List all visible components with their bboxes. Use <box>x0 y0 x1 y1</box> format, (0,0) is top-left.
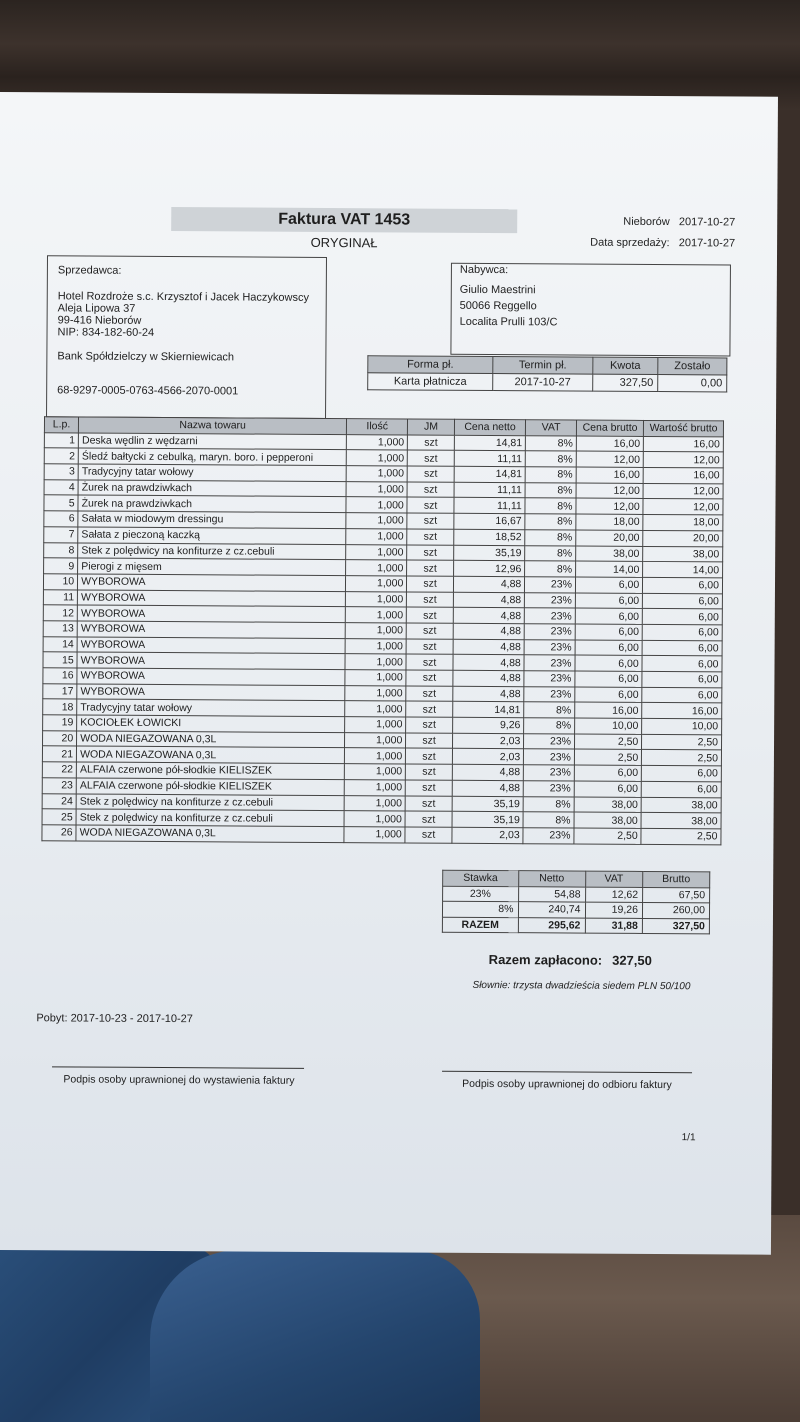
col-header-lp: L.p. <box>44 417 78 433</box>
item-gross-price: 12,00 <box>576 451 643 467</box>
summary-total-vat: 31,88 <box>585 918 643 934</box>
total-paid-label: Razem zapłacono: <box>488 952 603 968</box>
item-gross-price: 6,00 <box>575 593 642 609</box>
item-lp: 12 <box>43 605 77 621</box>
buyer-name: Giulio Maestrini <box>459 283 536 297</box>
item-unit: szt <box>407 466 454 482</box>
item-unit: szt <box>405 795 452 811</box>
item-gross-value: 6,00 <box>642 656 722 672</box>
item-vat: 23% <box>524 639 575 655</box>
payment-method: Karta płatnicza <box>368 373 493 391</box>
item-unit: szt <box>406 670 453 686</box>
payment-header: Termin pł. <box>493 357 593 375</box>
item-qty: 1,000 <box>345 732 406 748</box>
item-net-price: 2,03 <box>452 827 524 843</box>
sale-date-label: Data sprzedaży: <box>590 236 670 250</box>
item-name: WYBOROWA <box>77 637 345 654</box>
item-gross-price: 14,00 <box>576 561 643 577</box>
item-gross-price: 6,00 <box>575 655 642 671</box>
item-gross-price: 38,00 <box>574 797 641 813</box>
item-unit: szt <box>408 435 455 451</box>
item-qty: 1,000 <box>346 528 407 544</box>
item-unit: szt <box>407 529 454 545</box>
item-gross-price: 18,00 <box>576 514 643 530</box>
original-label: ORYGINAŁ <box>310 234 378 251</box>
item-vat: 8% <box>525 482 576 498</box>
item-vat: 8% <box>523 812 574 828</box>
item-gross-value: 20,00 <box>643 530 723 546</box>
item-qty: 1,000 <box>345 685 406 701</box>
item-gross-value: 6,00 <box>642 766 722 782</box>
item-gross-price: 6,00 <box>575 624 642 640</box>
item-name: Tradycyjny tatar wołowy <box>78 464 346 481</box>
item-qty: 1,000 <box>346 560 407 576</box>
item-vat: 8% <box>525 545 576 561</box>
item-name: WODA NIEGAZOWANA 0,3L <box>76 825 344 842</box>
amount-in-words: Słownie: trzysta dwadzieścia siedem PLN 50/100 <box>472 979 691 993</box>
item-name: ALFAIA czerwone pół-słodkie KIELISZEK <box>76 762 344 779</box>
item-name: Żurek na prawdziwkach <box>78 495 346 512</box>
item-gross-value: 18,00 <box>643 515 723 531</box>
item-lp: 13 <box>43 621 77 637</box>
item-net-price: 14,81 <box>454 435 526 451</box>
payment-header: Zostało <box>658 358 727 375</box>
item-qty: 1,000 <box>347 434 408 450</box>
item-lp: 10 <box>43 574 77 590</box>
payment-remaining: 0,00 <box>658 375 727 392</box>
item-gross-price: 6,00 <box>575 671 642 687</box>
item-net-price: 4,88 <box>453 576 525 592</box>
item-name: Stek z polędwicy na konfiturze z cz.cebuli <box>76 809 344 826</box>
item-unit: szt <box>406 717 453 733</box>
summary-vat: 12,62 <box>585 887 643 903</box>
item-vat: 23% <box>523 828 574 844</box>
items-body <box>42 432 723 844</box>
item-gross-price: 6,00 <box>574 781 641 797</box>
item-lp: 3 <box>44 464 78 480</box>
item-gross-price: 6,00 <box>575 687 642 703</box>
summary-rate: 23% <box>443 886 519 902</box>
item-qty: 1,000 <box>344 826 405 842</box>
item-lp: 21 <box>42 746 76 762</box>
item-vat: 8% <box>525 514 576 530</box>
col-header-vat: VAT <box>526 420 577 436</box>
item-gross-price: 6,00 <box>575 608 642 624</box>
item-qty: 1,000 <box>346 497 407 513</box>
item-unit: szt <box>406 780 453 796</box>
item-qty: 1,000 <box>345 748 406 764</box>
payment-header: Forma pł. <box>368 356 493 374</box>
item-lp: 19 <box>43 715 77 731</box>
issue-place: Nieborów <box>623 215 670 229</box>
item-qty: 1,000 <box>345 670 406 686</box>
item-gross-value: 2,50 <box>642 750 722 766</box>
page-number: 1/1 <box>681 1132 696 1144</box>
item-net-price: 11,11 <box>454 498 526 514</box>
buyer-box <box>450 263 731 357</box>
item-vat: 8% <box>526 435 577 451</box>
sale-date: 2017-10-27 <box>678 237 736 250</box>
item-lp: 15 <box>43 652 77 668</box>
item-unit: szt <box>406 654 453 670</box>
item-vat: 8% <box>525 530 576 546</box>
item-unit: szt <box>407 576 454 592</box>
seller-city: 99-416 Nieborów <box>57 314 142 327</box>
item-gross-price: 2,50 <box>574 734 641 750</box>
item-gross-value: 10,00 <box>642 718 722 734</box>
item-unit: szt <box>407 513 454 529</box>
item-unit: szt <box>406 764 453 780</box>
item-qty: 1,000 <box>344 811 405 827</box>
item-net-price: 4,88 <box>453 623 525 639</box>
item-name: Śledź bałtycki z cebulką, maryn. boro. i pepperoni <box>78 448 346 465</box>
item-net-price: 35,19 <box>454 545 526 561</box>
item-gross-value: 6,00 <box>641 781 721 797</box>
item-gross-price: 16,00 <box>576 436 643 452</box>
total-paid-value: 327,50 <box>612 952 652 968</box>
item-qty: 1,000 <box>346 450 407 466</box>
item-name: WYBOROWA <box>78 590 346 607</box>
item-net-price: 18,52 <box>454 529 526 545</box>
item-net-price: 4,88 <box>453 686 525 702</box>
item-net-price: 35,19 <box>452 811 524 827</box>
issuer-signature-line <box>52 1066 304 1069</box>
summary-vat: 19,26 <box>585 902 643 918</box>
item-lp: 23 <box>42 778 76 794</box>
item-gross-value: 6,00 <box>642 624 722 640</box>
item-name: Tradycyjny tatar wołowy <box>77 699 345 716</box>
item-lp: 2 <box>44 448 78 464</box>
summary-net: 54,88 <box>518 886 585 902</box>
item-vat: 23% <box>524 655 575 671</box>
invoice-title: Faktura VAT 1453 <box>278 210 411 229</box>
item-net-price: 16,67 <box>454 513 526 529</box>
item-qty: 1,000 <box>346 513 407 529</box>
item-vat: 8% <box>523 796 574 812</box>
summary-header: VAT <box>585 871 643 887</box>
summary-total-net: 295,62 <box>518 917 585 933</box>
item-qty: 1,000 <box>345 717 406 733</box>
receiver-signature-label: Podpis osoby uprawnionej do odbioru faktury <box>462 1077 672 1092</box>
item-gross-price: 38,00 <box>576 546 643 562</box>
item-qty: 1,000 <box>346 575 407 591</box>
item-gross-value: 16,00 <box>643 468 723 484</box>
buyer-label: Nabywca: <box>459 263 509 277</box>
item-net-price: 14,81 <box>453 702 525 718</box>
item-gross-value: 16,00 <box>644 436 724 452</box>
item-lp: 11 <box>43 589 77 605</box>
item-unit: szt <box>407 544 454 560</box>
item-lp: 5 <box>44 495 78 511</box>
item-lp: 20 <box>43 731 77 747</box>
item-unit: szt <box>406 639 453 655</box>
item-vat: 23% <box>524 624 575 640</box>
item-qty: 1,000 <box>345 607 406 623</box>
summary-gross: 260,00 <box>642 902 709 918</box>
item-unit: szt <box>407 497 454 513</box>
item-net-price: 14,81 <box>454 466 526 482</box>
item-name: WYBOROWA <box>77 652 345 669</box>
item-gross-price: 20,00 <box>576 530 643 546</box>
payment-due-date: 2017-10-27 <box>493 374 593 392</box>
payment-table <box>367 355 727 392</box>
summary-header: Brutto <box>643 871 710 887</box>
item-gross-value: 6,00 <box>642 609 722 625</box>
item-name: WODA NIEGAZOWANA 0,3L <box>77 731 345 748</box>
item-name: Stek z polędwicy na konfiturze z cz.cebuli <box>76 793 344 810</box>
item-unit: szt <box>408 450 455 466</box>
item-gross-value: 2,50 <box>641 828 721 844</box>
item-lp: 26 <box>42 825 76 841</box>
item-unit: szt <box>405 827 452 843</box>
vat-summary-table <box>442 870 710 935</box>
item-net-price: 4,88 <box>453 639 525 655</box>
summary-header: Netto <box>518 871 585 887</box>
item-name: Deska wędlin z wędzarni <box>78 433 346 450</box>
item-vat: 23% <box>525 577 576 593</box>
item-gross-price: 38,00 <box>574 812 641 828</box>
summary-total-gross: 327,50 <box>642 918 709 934</box>
seller-street: Aleja Lipowa 37 <box>57 302 136 315</box>
item-vat: 8% <box>525 467 576 483</box>
item-vat: 8% <box>525 498 576 514</box>
payment-header: Kwota <box>593 357 658 374</box>
item-qty: 1,000 <box>346 466 407 482</box>
col-header-gross-price: Cena brutto <box>576 420 643 436</box>
item-lp: 16 <box>43 668 77 684</box>
item-lp: 7 <box>44 527 78 543</box>
summary-net: 240,74 <box>518 902 585 918</box>
item-gross-value: 38,00 <box>643 546 723 562</box>
place-date-block <box>590 212 735 255</box>
item-net-price: 2,03 <box>452 733 524 749</box>
item-qty: 1,000 <box>346 481 407 497</box>
item-gross-value: 6,00 <box>643 593 723 609</box>
item-net-price: 12,96 <box>453 560 525 576</box>
item-net-price: 4,88 <box>452 780 524 796</box>
item-name: Sałata z pieczoną kaczką <box>78 527 346 544</box>
item-vat: 23% <box>524 733 575 749</box>
item-net-price: 11,11 <box>454 482 526 498</box>
item-gross-value: 12,00 <box>643 499 723 515</box>
item-lp: 4 <box>44 480 78 496</box>
item-name: Pierogi z mięsem <box>78 558 346 575</box>
seller-box <box>46 255 327 419</box>
item-qty: 1,000 <box>345 764 406 780</box>
item-net-price: 35,19 <box>452 796 524 812</box>
items-table <box>41 416 724 845</box>
item-vat: 8% <box>525 561 576 577</box>
item-unit: szt <box>407 607 454 623</box>
item-unit: szt <box>406 748 453 764</box>
issue-date: 2017-10-27 <box>678 216 736 229</box>
item-name: Sałata w miodowym dressingu <box>78 511 346 528</box>
item-gross-value: 38,00 <box>641 813 721 829</box>
col-header-unit: JM <box>408 419 455 435</box>
item-net-price: 4,88 <box>453 592 525 608</box>
item-name: Żurek na prawdziwkach <box>78 480 346 497</box>
item-gross-value: 6,00 <box>642 687 722 703</box>
item-vat: 23% <box>524 686 575 702</box>
item-qty: 1,000 <box>345 701 406 717</box>
item-name: WODA NIEGAZOWANA 0,3L <box>77 746 345 763</box>
item-unit: szt <box>406 701 453 717</box>
issuer-signature-label: Podpis osoby uprawnionej do wystawienia faktury <box>63 1073 295 1087</box>
seller-nip: NIP: 834-182-60-24 <box>57 326 155 339</box>
item-vat: 23% <box>524 671 575 687</box>
item-gross-price: 6,00 <box>575 640 642 656</box>
item-vat: 8% <box>524 702 575 718</box>
item-lp: 17 <box>43 683 77 699</box>
item-unit: szt <box>406 733 453 749</box>
item-name: WYBOROWA <box>77 684 345 701</box>
jeans-right-leg <box>150 1250 480 1422</box>
item-net-price: 4,88 <box>453 655 525 671</box>
payment-amount: 327,50 <box>593 374 658 391</box>
item-gross-price: 2,50 <box>574 828 641 844</box>
item-vat: 23% <box>524 749 575 765</box>
item-qty: 1,000 <box>346 591 407 607</box>
item-lp: 6 <box>44 511 78 527</box>
item-qty: 1,000 <box>345 638 406 654</box>
summary-rate: 8% <box>442 901 518 917</box>
item-gross-value: 12,00 <box>643 452 723 468</box>
item-gross-value: 16,00 <box>642 703 722 719</box>
item-lp: 8 <box>44 542 78 558</box>
item-gross-value: 6,00 <box>642 671 722 687</box>
item-gross-value: 6,00 <box>642 640 722 656</box>
item-lp: 14 <box>43 636 77 652</box>
summary-header: Stawka <box>443 870 519 886</box>
item-unit: szt <box>405 811 452 827</box>
item-qty: 1,000 <box>345 654 406 670</box>
item-vat: 8% <box>525 451 576 467</box>
item-gross-value: 2,50 <box>642 734 722 750</box>
item-net-price: 2,03 <box>452 749 524 765</box>
seller-label: Sprzedawca: <box>57 264 122 277</box>
seller-name: Hotel Rozdroże s.c. Krzysztof i Jacek Haczykowscy <box>57 290 310 304</box>
item-name: WYBOROWA <box>78 574 346 591</box>
receiver-signature-line <box>442 1071 692 1074</box>
item-gross-price: 12,00 <box>576 483 643 499</box>
item-lp: 1 <box>44 432 78 448</box>
item-name: WYBOROWA <box>77 605 345 622</box>
item-gross-price: 16,00 <box>575 702 642 718</box>
item-lp: 25 <box>42 809 76 825</box>
col-header-name: Nazwa towaru <box>79 417 347 434</box>
item-vat: 8% <box>524 718 575 734</box>
item-lp: 24 <box>42 793 76 809</box>
item-gross-value: 38,00 <box>641 797 721 813</box>
item-qty: 1,000 <box>346 544 407 560</box>
col-header-net-price: Cena netto <box>454 419 526 435</box>
item-vat: 23% <box>525 608 576 624</box>
table-row <box>42 825 721 845</box>
buyer-street: Localita Prulli 103/C <box>459 315 558 329</box>
item-gross-price: 12,00 <box>576 498 643 514</box>
item-net-price: 4,88 <box>453 608 525 624</box>
total-paid <box>489 952 652 968</box>
item-gross-value: 14,00 <box>643 562 723 578</box>
item-unit: szt <box>406 623 453 639</box>
item-unit: szt <box>407 482 454 498</box>
item-vat: 23% <box>525 592 576 608</box>
item-name: WYBOROWA <box>77 621 345 638</box>
col-header-qty: Ilość <box>347 419 408 435</box>
item-lp: 9 <box>44 558 78 574</box>
item-gross-price: 10,00 <box>575 718 642 734</box>
item-vat: 23% <box>523 781 574 797</box>
col-header-gross-value: Wartość brutto <box>644 420 724 436</box>
item-qty: 1,000 <box>345 623 406 639</box>
summary-total-label: RAZEM <box>442 917 518 933</box>
item-qty: 1,000 <box>344 779 405 795</box>
item-gross-price: 2,50 <box>574 749 641 765</box>
item-name: KOCIOŁEK ŁOWICKI <box>77 715 345 732</box>
item-net-price: 4,88 <box>452 764 524 780</box>
item-gross-price: 16,00 <box>576 467 643 483</box>
item-vat: 23% <box>524 765 575 781</box>
item-gross-price: 6,00 <box>574 765 641 781</box>
item-gross-value: 12,00 <box>643 483 723 499</box>
item-gross-price: 6,00 <box>575 577 642 593</box>
item-net-price: 4,88 <box>453 670 525 686</box>
item-net-price: 9,26 <box>452 717 524 733</box>
seller-account: 68-9297-0005-0763-4566-2070-0001 <box>57 384 239 398</box>
item-net-price: 11,11 <box>454 451 526 467</box>
buyer-city: 50066 Reggello <box>459 299 537 313</box>
item-name: Stek z polędwicy na konfiturze z cz.cebuli <box>78 542 346 559</box>
item-lp: 18 <box>43 699 77 715</box>
item-name: WYBOROWA <box>77 668 345 685</box>
invoice-sheet <box>0 92 778 1255</box>
item-lp: 22 <box>42 762 76 778</box>
item-name: ALFAIA czerwone pół-słodkie KIELISZEK <box>76 778 344 795</box>
item-unit: szt <box>407 592 454 608</box>
item-unit: szt <box>407 560 454 576</box>
stay-period: Pobyt: 2017-10-23 - 2017-10-27 <box>36 1012 193 1026</box>
seller-bank: Bank Spółdzielczy w Skierniewicach <box>57 350 235 364</box>
item-gross-value: 6,00 <box>643 577 723 593</box>
summary-gross: 67,50 <box>643 887 710 903</box>
item-unit: szt <box>406 686 453 702</box>
item-qty: 1,000 <box>344 795 405 811</box>
